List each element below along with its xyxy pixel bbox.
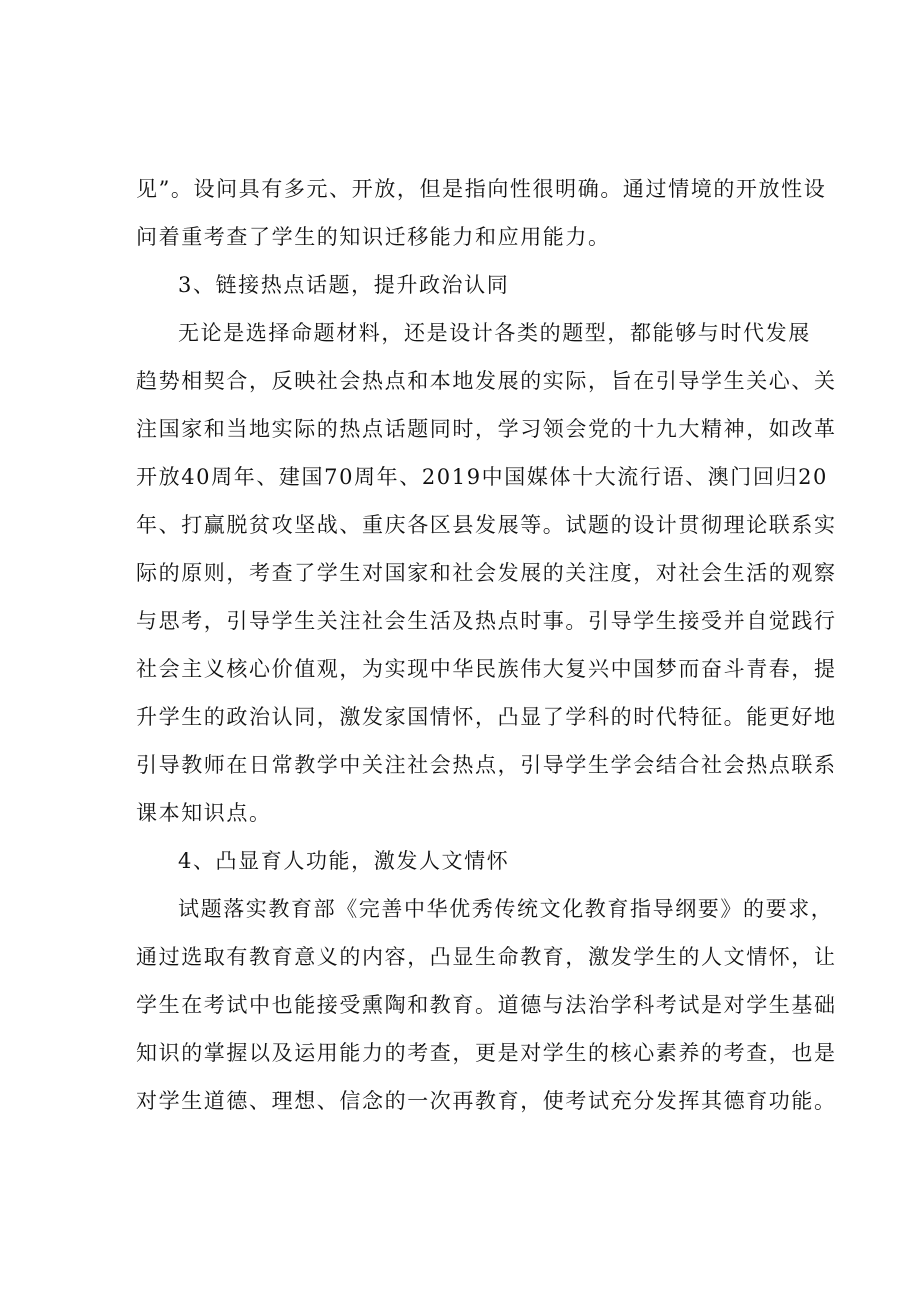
paragraph-line: 社会主义核心价值观，为实现中华民族伟大复兴中国梦而奋斗青春，提 — [136, 657, 837, 681]
paragraph-line: 见”。设问具有多元、开放，但是指向性很明确。通过情境的开放性设 — [136, 177, 827, 201]
paragraph-line: 通过选取有教育意义的内容，凸显生命教育，激发学生的人文情怀，让 — [136, 945, 837, 969]
paragraph-line: 年、打赢脱贫攻坚战、重庆各区县发展等。试题的设计贯彻理论联系实 — [136, 513, 837, 537]
paragraph-line: 学生在考试中也能接受熏陶和教育。道德与法治学科考试是对学生基础 — [136, 993, 837, 1017]
paragraph-line: 升学生的政治认同，激发家国情怀，凸显了学科的时代特征。能更好地 — [136, 705, 837, 729]
paragraph-line: 际的原则，考查了学生对国家和社会发展的关注度，对社会生活的观察 — [136, 561, 837, 585]
paragraph-line: 课本知识点。 — [136, 801, 272, 825]
paragraph-line: 试题落实教育部《完善中华优秀传统文化教育指导纲要》的要求， — [178, 897, 834, 921]
paragraph-line: 开放40周年、建国70周年、2019中国媒体十大流行语、澳门回归20 — [136, 465, 829, 489]
section-heading-4: 4、凸显育人功能，激发人文情怀 — [178, 849, 510, 873]
paragraph-line: 注国家和当地实际的热点话题同时，学习领会党的十九大精神，如改革 — [136, 417, 837, 441]
paragraph-line: 趋势相契合，反映社会热点和本地发展的实际，旨在引导学生关心、关 — [136, 369, 837, 393]
paragraph-line: 问着重考查了学生的知识迁移能力和应用能力。 — [136, 225, 611, 249]
paragraph-line: 对学生道德、理想、信念的一次再教育，使考试充分发挥其德育功能。 — [136, 1089, 837, 1113]
paragraph-line: 无论是选择命题材料，还是设计各类的题型，都能够与时代发展 — [178, 321, 811, 345]
paragraph-line: 与思考，引导学生关注社会生活及热点时事。引导学生接受并自觉践行 — [136, 609, 837, 633]
section-heading-3: 3、链接热点话题，提升政治认同 — [178, 273, 510, 297]
paragraph-line: 引导教师在日常教学中关注社会热点，引导学生学会结合社会热点联系 — [136, 753, 837, 777]
paragraph-line: 知识的掌握以及运用能力的考查，更是对学生的核心素养的考查，也是 — [136, 1041, 837, 1065]
